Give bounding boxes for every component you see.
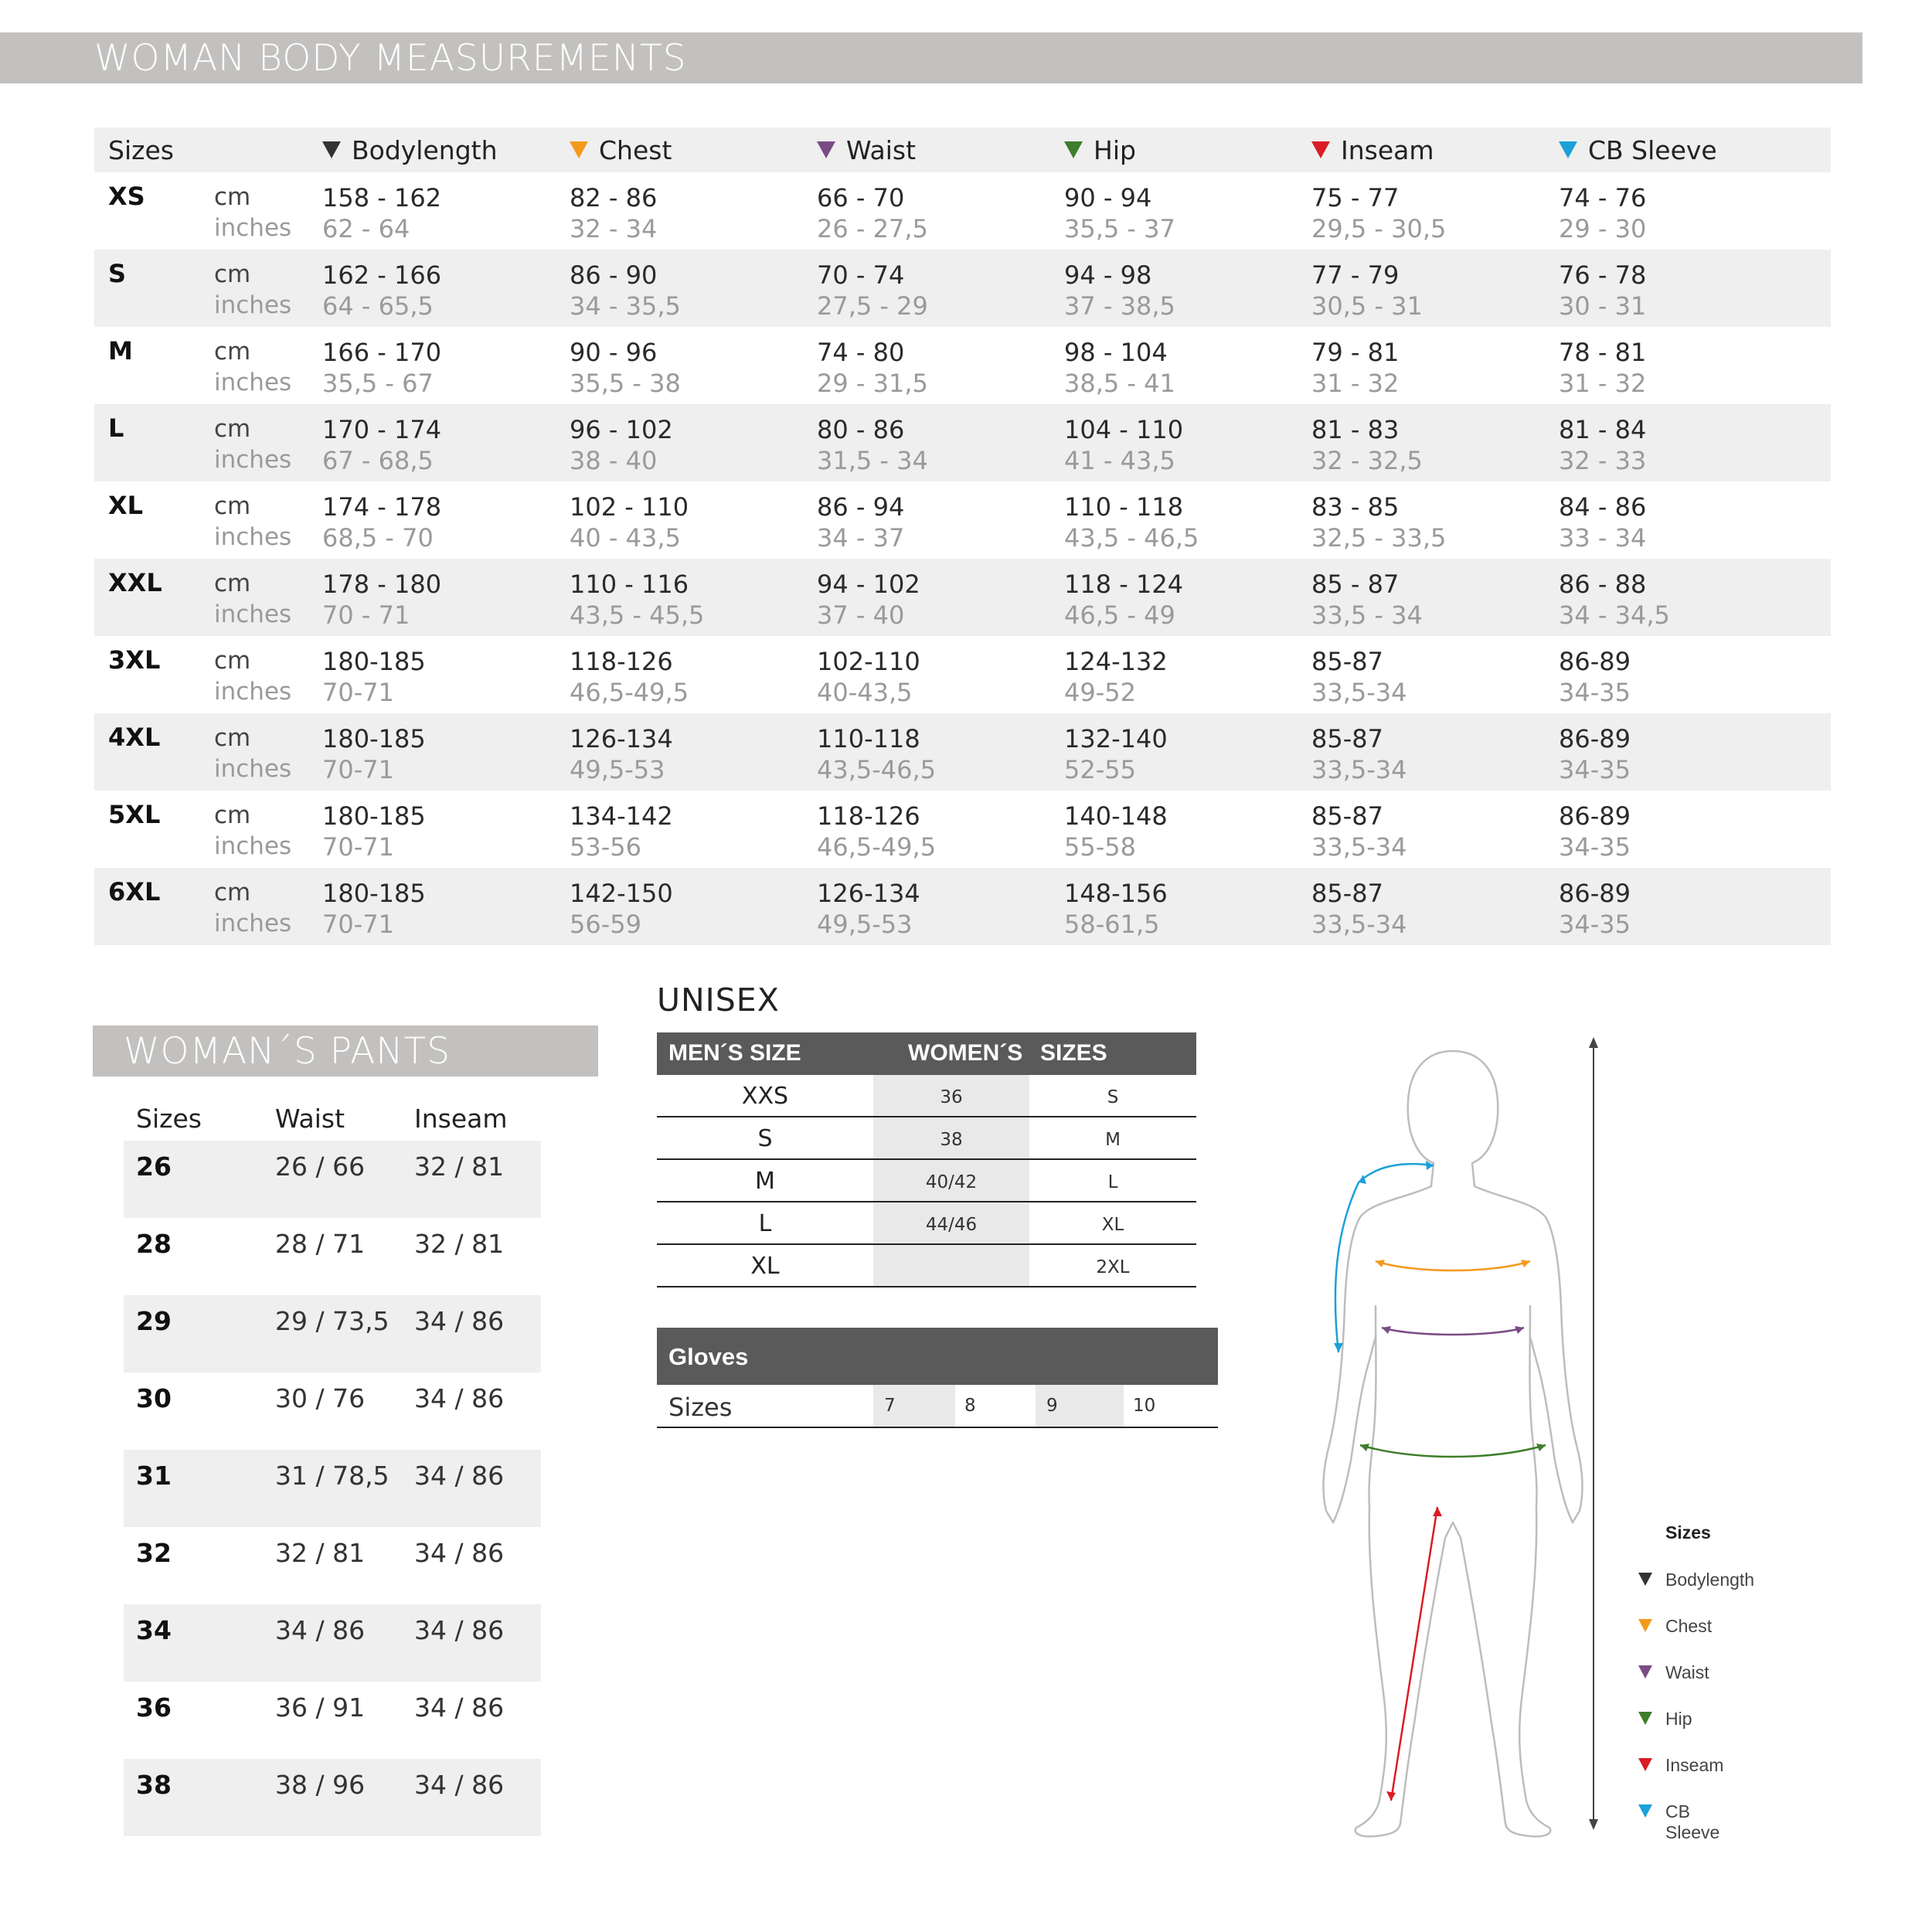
unit-inches: inches xyxy=(214,523,292,551)
pants-cell: 32 / 81 xyxy=(414,1229,505,1259)
cb-sleeve-triangle-icon xyxy=(1559,141,1577,158)
value-inches: 29,5 - 30,5 xyxy=(1311,214,1447,243)
pants-cell: 26 xyxy=(136,1151,172,1182)
glove-size: 7 xyxy=(873,1385,955,1427)
inseam-triangle-icon xyxy=(1311,141,1330,158)
value-cm: 174 - 178 xyxy=(322,492,442,522)
unit-cm: cm xyxy=(214,801,251,829)
value-inches: 31 - 32 xyxy=(1559,369,1647,398)
women-letter-size: M xyxy=(1105,1130,1121,1150)
unit-cm: cm xyxy=(214,183,251,211)
value-inches: 34-35 xyxy=(1559,832,1631,862)
pants-cell: 38 xyxy=(136,1770,172,1800)
value-cm: 158 - 162 xyxy=(322,183,442,213)
unit-inches: inches xyxy=(214,832,292,860)
value-inches: 40 - 43,5 xyxy=(570,523,681,553)
value-cm: 86-89 xyxy=(1559,801,1631,831)
value-cm: 96 - 102 xyxy=(570,415,673,444)
bodylength-triangle-icon xyxy=(322,141,341,158)
pants-cell: 29 xyxy=(136,1306,172,1336)
unit-inches: inches xyxy=(214,369,292,396)
unit-inches: inches xyxy=(214,600,292,628)
value-cm: 86 - 90 xyxy=(570,260,658,290)
value-cm: 98 - 104 xyxy=(1064,338,1168,367)
value-cm: 170 - 174 xyxy=(322,415,442,444)
pants-row xyxy=(124,1295,541,1372)
value-cm: 102 - 110 xyxy=(570,492,689,522)
gloves-title: Gloves xyxy=(668,1343,749,1370)
pants-header-waist: Waist xyxy=(275,1104,345,1134)
value-cm: 83 - 85 xyxy=(1311,492,1400,522)
header-chest: Chest xyxy=(570,135,672,165)
value-inches: 33,5-34 xyxy=(1311,755,1407,784)
value-inches: 32 - 32,5 xyxy=(1311,446,1423,475)
unit-cm: cm xyxy=(214,415,251,443)
size-label: M xyxy=(108,336,133,366)
value-cm: 85-87 xyxy=(1311,647,1383,676)
value-inches: 64 - 65,5 xyxy=(322,291,434,321)
unit-cm: cm xyxy=(214,338,251,366)
value-inches: 68,5 - 70 xyxy=(322,523,434,553)
legend-item xyxy=(1638,1801,1720,1848)
women-letter-size: 2XL xyxy=(1096,1257,1130,1277)
value-cm: 86 - 88 xyxy=(1559,570,1647,599)
pants-row xyxy=(124,1218,541,1295)
value-cm: 118-126 xyxy=(817,801,920,831)
value-inches: 70 - 71 xyxy=(322,600,410,630)
value-inches: 43,5 - 45,5 xyxy=(570,600,705,630)
pants-cell: 34 / 86 xyxy=(275,1615,366,1645)
value-inches: 29 - 30 xyxy=(1559,214,1647,243)
size-label: 6XL xyxy=(108,877,161,906)
size-label: L xyxy=(108,413,124,443)
value-cm: 110 - 118 xyxy=(1064,492,1184,522)
pants-row xyxy=(124,1372,541,1450)
header-waist: Waist xyxy=(817,135,916,165)
value-inches: 30,5 - 31 xyxy=(1311,291,1423,321)
header-hip: Hip xyxy=(1064,135,1136,165)
glove-size: 8 xyxy=(964,1396,976,1416)
header-bodylength: Bodylength xyxy=(322,135,498,165)
value-cm: 162 - 166 xyxy=(322,260,442,290)
pants-row xyxy=(124,1604,541,1682)
value-inches: 38,5 - 41 xyxy=(1064,369,1175,398)
pants-cell: 36 xyxy=(136,1692,172,1723)
chest-triangle-icon xyxy=(570,141,588,158)
pants-cell: 32 / 81 xyxy=(275,1538,366,1568)
sizes-header: Sizes xyxy=(108,135,174,165)
value-inches: 30 - 31 xyxy=(1559,291,1647,321)
pants-row xyxy=(124,1682,541,1759)
body-figure-illustration xyxy=(1298,1028,1607,1847)
size-label: 5XL xyxy=(108,800,161,829)
pants-cell: 34 / 86 xyxy=(414,1383,505,1413)
value-inches: 41 - 43,5 xyxy=(1064,446,1175,475)
value-inches: 43,5-46,5 xyxy=(817,755,937,784)
value-inches: 34 - 37 xyxy=(817,523,905,553)
legend-item xyxy=(1638,1616,1711,1662)
value-inches: 33 - 34 xyxy=(1559,523,1647,553)
header-cb-sleeve: CB Sleeve xyxy=(1559,135,1717,165)
value-cm: 74 - 80 xyxy=(817,338,905,367)
measurement-row xyxy=(94,559,1831,636)
pants-row xyxy=(124,1141,541,1218)
value-inches: 70-71 xyxy=(322,832,394,862)
pants-cell: 30 xyxy=(136,1383,172,1413)
legend-item xyxy=(1638,1755,1724,1801)
value-cm: 86-89 xyxy=(1559,724,1631,753)
legend-label: Hip xyxy=(1665,1709,1692,1729)
value-inches: 37 - 38,5 xyxy=(1064,291,1175,321)
value-cm: 148-156 xyxy=(1064,879,1168,908)
pants-header-sizes: Sizes xyxy=(136,1104,202,1134)
value-cm: 79 - 81 xyxy=(1311,338,1400,367)
value-inches: 70-71 xyxy=(322,678,394,707)
value-cm: 70 - 74 xyxy=(817,260,905,290)
pants-header xyxy=(124,1097,541,1141)
legend-triangle-icon xyxy=(1638,1573,1652,1586)
value-inches: 46,5-49,5 xyxy=(570,678,689,707)
women-letter-size: S xyxy=(1107,1087,1119,1107)
pants-cell: 30 / 76 xyxy=(275,1383,366,1413)
waist-triangle-icon xyxy=(817,141,835,158)
value-inches: 37 - 40 xyxy=(817,600,905,630)
unisex-title: UNISEX xyxy=(657,981,780,1019)
unit-cm: cm xyxy=(214,724,251,752)
legend-triangle-icon xyxy=(1638,1619,1652,1632)
value-inches: 49-52 xyxy=(1064,678,1136,707)
value-cm: 86-89 xyxy=(1559,879,1631,908)
unit-cm: cm xyxy=(214,647,251,675)
pants-cell: 31 xyxy=(136,1461,172,1491)
measurement-row xyxy=(94,868,1831,945)
gloves-sizes-label: Sizes xyxy=(668,1393,733,1422)
page-title: WOMAN BODY MEASUREMENTS xyxy=(94,37,687,80)
value-inches: 58-61,5 xyxy=(1064,910,1160,939)
value-inches: 34-35 xyxy=(1559,755,1631,784)
value-cm: 75 - 77 xyxy=(1311,183,1400,213)
unisex-row xyxy=(657,1202,1196,1245)
value-cm: 134-142 xyxy=(570,801,673,831)
value-cm: 118-126 xyxy=(570,647,673,676)
value-cm: 81 - 83 xyxy=(1311,415,1400,444)
legend-item xyxy=(1638,1709,1711,1755)
value-inches: 49,5-53 xyxy=(817,910,913,939)
pants-cell: 34 xyxy=(136,1615,172,1645)
value-cm: 85-87 xyxy=(1311,879,1383,908)
unisex-header-women: WOMEN´S xyxy=(908,1040,1023,1066)
value-inches: 33,5-34 xyxy=(1311,910,1407,939)
value-inches: 32 - 34 xyxy=(570,214,658,243)
measurement-row xyxy=(94,172,1831,250)
value-inches: 33,5-34 xyxy=(1311,678,1407,707)
glove-size: 9 xyxy=(1036,1385,1124,1427)
pants-row xyxy=(124,1759,541,1836)
pants-cell: 32 / 81 xyxy=(414,1151,505,1182)
unisex-header-men: MEN´S SIZE xyxy=(668,1040,801,1066)
pants-cell: 26 / 66 xyxy=(275,1151,366,1182)
pants-cell: 36 / 91 xyxy=(275,1692,366,1723)
legend-triangle-icon xyxy=(1638,1712,1652,1725)
unisex-row xyxy=(657,1160,1196,1202)
unisex-header xyxy=(657,1032,1196,1075)
value-cm: 90 - 94 xyxy=(1064,183,1152,213)
value-cm: 77 - 79 xyxy=(1311,260,1400,290)
value-cm: 180-185 xyxy=(322,879,426,908)
value-cm: 178 - 180 xyxy=(322,570,442,599)
value-inches: 56-59 xyxy=(570,910,641,939)
value-inches: 34 - 34,5 xyxy=(1559,600,1670,630)
legend-title: Sizes xyxy=(1665,1522,1711,1543)
value-inches: 38 - 40 xyxy=(570,446,658,475)
value-inches: 43,5 - 46,5 xyxy=(1064,523,1199,553)
measurement-row xyxy=(94,713,1831,791)
pants-header-inseam: Inseam xyxy=(414,1104,508,1134)
measurement-row xyxy=(94,404,1831,481)
size-label: XL xyxy=(108,491,144,520)
pants-cell: 34 / 86 xyxy=(414,1306,505,1336)
value-cm: 76 - 78 xyxy=(1559,260,1647,290)
value-cm: 110 - 116 xyxy=(570,570,689,599)
value-cm: 90 - 96 xyxy=(570,338,658,367)
value-inches: 35,5 - 38 xyxy=(570,369,681,398)
men-size: S xyxy=(757,1125,773,1152)
unit-cm: cm xyxy=(214,260,251,288)
value-cm: 166 - 170 xyxy=(322,338,442,367)
unit-inches: inches xyxy=(214,755,292,783)
women-letter-size: L xyxy=(1107,1172,1118,1192)
measurements-table xyxy=(94,128,1831,945)
value-inches: 31 - 32 xyxy=(1311,369,1400,398)
value-cm: 110-118 xyxy=(817,724,920,753)
value-cm: 104 - 110 xyxy=(1064,415,1184,444)
value-inches: 31,5 - 34 xyxy=(817,446,928,475)
measurement-row xyxy=(94,250,1831,327)
size-label: 3XL xyxy=(108,645,161,675)
measurements-header xyxy=(94,128,1831,172)
measurement-row xyxy=(94,481,1831,559)
value-cm: 66 - 70 xyxy=(817,183,905,213)
value-cm: 94 - 102 xyxy=(817,570,920,599)
unisex-row xyxy=(657,1117,1196,1160)
value-cm: 180-185 xyxy=(322,647,426,676)
value-inches: 34 - 35,5 xyxy=(570,291,681,321)
pants-title: WOMAN´S PANTS xyxy=(124,1030,451,1073)
unit-cm: cm xyxy=(214,879,251,906)
size-label: XS xyxy=(108,182,145,211)
value-inches: 35,5 - 67 xyxy=(322,369,434,398)
value-inches: 53-56 xyxy=(570,832,641,862)
value-inches: 52-55 xyxy=(1064,755,1136,784)
value-inches: 33,5-34 xyxy=(1311,832,1407,862)
value-inches: 46,5 - 49 xyxy=(1064,600,1175,630)
header-inseam: Inseam xyxy=(1311,135,1434,165)
women-size: 36 xyxy=(940,1087,963,1107)
value-inches: 32,5 - 33,5 xyxy=(1311,523,1447,553)
value-cm: 124-132 xyxy=(1064,647,1168,676)
legend-triangle-icon xyxy=(1638,1665,1652,1679)
value-inches: 35,5 - 37 xyxy=(1064,214,1175,243)
hip-triangle-icon xyxy=(1064,141,1083,158)
pants-cell: 31 / 78,5 xyxy=(275,1461,389,1491)
value-cm: 86-89 xyxy=(1559,647,1631,676)
pants-cell: 28 xyxy=(136,1229,172,1259)
women-size: 40/42 xyxy=(925,1172,978,1192)
men-size: L xyxy=(758,1210,772,1237)
value-inches: 70-71 xyxy=(322,755,394,784)
measurement-row xyxy=(94,636,1831,713)
value-inches: 55-58 xyxy=(1064,832,1136,862)
value-inches: 29 - 31,5 xyxy=(817,369,928,398)
unit-cm: cm xyxy=(214,492,251,520)
pants-cell: 34 / 86 xyxy=(414,1461,505,1491)
value-cm: 81 - 84 xyxy=(1559,415,1647,444)
women-size: 38 xyxy=(940,1130,963,1150)
value-inches: 62 - 64 xyxy=(322,214,410,243)
pants-cell: 34 / 86 xyxy=(414,1770,505,1800)
pants-row xyxy=(124,1450,541,1527)
value-cm: 142-150 xyxy=(570,879,673,908)
value-cm: 180-185 xyxy=(322,724,426,753)
unisex-row xyxy=(657,1075,1196,1117)
value-inches: 27,5 - 29 xyxy=(817,291,928,321)
measurement-row xyxy=(94,791,1831,868)
value-inches: 32 - 33 xyxy=(1559,446,1647,475)
unit-inches: inches xyxy=(214,446,292,474)
pants-cell: 29 / 73,5 xyxy=(275,1306,389,1336)
women-letter-size: XL xyxy=(1101,1215,1124,1235)
pants-cell: 34 / 86 xyxy=(414,1615,505,1645)
unisex-header-sizes: SIZES xyxy=(1040,1040,1107,1066)
value-cm: 86 - 94 xyxy=(817,492,905,522)
men-size: XL xyxy=(750,1253,780,1280)
unit-inches: inches xyxy=(214,291,292,319)
value-cm: 140-148 xyxy=(1064,801,1168,831)
measurement-row xyxy=(94,327,1831,404)
men-size: XXS xyxy=(741,1083,789,1110)
value-cm: 74 - 76 xyxy=(1559,183,1647,213)
unisex-shade xyxy=(873,1245,1029,1286)
value-inches: 67 - 68,5 xyxy=(322,446,434,475)
value-cm: 126-134 xyxy=(817,879,920,908)
value-cm: 85-87 xyxy=(1311,801,1383,831)
value-inches: 34-35 xyxy=(1559,678,1631,707)
glove-size: 10 xyxy=(1133,1396,1156,1416)
value-cm: 80 - 86 xyxy=(817,415,905,444)
legend-triangle-icon xyxy=(1638,1804,1652,1818)
legend-item xyxy=(1638,1662,1711,1709)
legend-label: Bodylength xyxy=(1665,1570,1755,1590)
legend-label: CB Sleeve xyxy=(1665,1801,1720,1842)
gloves-row xyxy=(657,1385,1218,1428)
figure-legend xyxy=(1638,1522,1755,1848)
value-cm: 82 - 86 xyxy=(570,183,658,213)
value-inches: 40-43,5 xyxy=(817,678,913,707)
size-label: 4XL xyxy=(108,723,161,752)
men-size: M xyxy=(755,1168,775,1195)
value-cm: 94 - 98 xyxy=(1064,260,1152,290)
size-label: XXL xyxy=(108,568,162,597)
value-cm: 102-110 xyxy=(817,647,920,676)
pants-cell: 34 / 86 xyxy=(414,1692,505,1723)
legend-item xyxy=(1638,1570,1755,1616)
value-inches: 49,5-53 xyxy=(570,755,665,784)
pants-cell: 32 xyxy=(136,1538,172,1568)
pants-cell: 28 / 71 xyxy=(275,1229,366,1259)
value-inches: 33,5 - 34 xyxy=(1311,600,1423,630)
value-cm: 85 - 87 xyxy=(1311,570,1400,599)
unisex-row xyxy=(657,1245,1196,1287)
unit-inches: inches xyxy=(214,214,292,242)
legend-label: Waist xyxy=(1665,1662,1709,1682)
value-inches: 26 - 27,5 xyxy=(817,214,928,243)
value-cm: 126-134 xyxy=(570,724,673,753)
value-cm: 180-185 xyxy=(322,801,426,831)
pants-cell: 34 / 86 xyxy=(414,1538,505,1568)
value-cm: 118 - 124 xyxy=(1064,570,1184,599)
value-inches: 34-35 xyxy=(1559,910,1631,939)
pants-table xyxy=(124,1097,541,1836)
value-cm: 78 - 81 xyxy=(1559,338,1647,367)
unisex-table xyxy=(657,1032,1196,1287)
size-label: S xyxy=(108,259,127,288)
value-inches: 46,5-49,5 xyxy=(817,832,937,862)
pants-cell: 38 / 96 xyxy=(275,1770,366,1800)
legend-triangle-icon xyxy=(1638,1758,1652,1771)
unit-cm: cm xyxy=(214,570,251,597)
unit-inches: inches xyxy=(214,678,292,706)
unit-inches: inches xyxy=(214,910,292,937)
pants-row xyxy=(124,1527,541,1604)
legend-label: Inseam xyxy=(1665,1755,1724,1775)
value-inches: 70-71 xyxy=(322,910,394,939)
value-cm: 84 - 86 xyxy=(1559,492,1647,522)
women-size: 44/46 xyxy=(925,1215,978,1235)
legend-label: Chest xyxy=(1665,1616,1713,1636)
value-cm: 85-87 xyxy=(1311,724,1383,753)
value-cm: 132-140 xyxy=(1064,724,1168,753)
